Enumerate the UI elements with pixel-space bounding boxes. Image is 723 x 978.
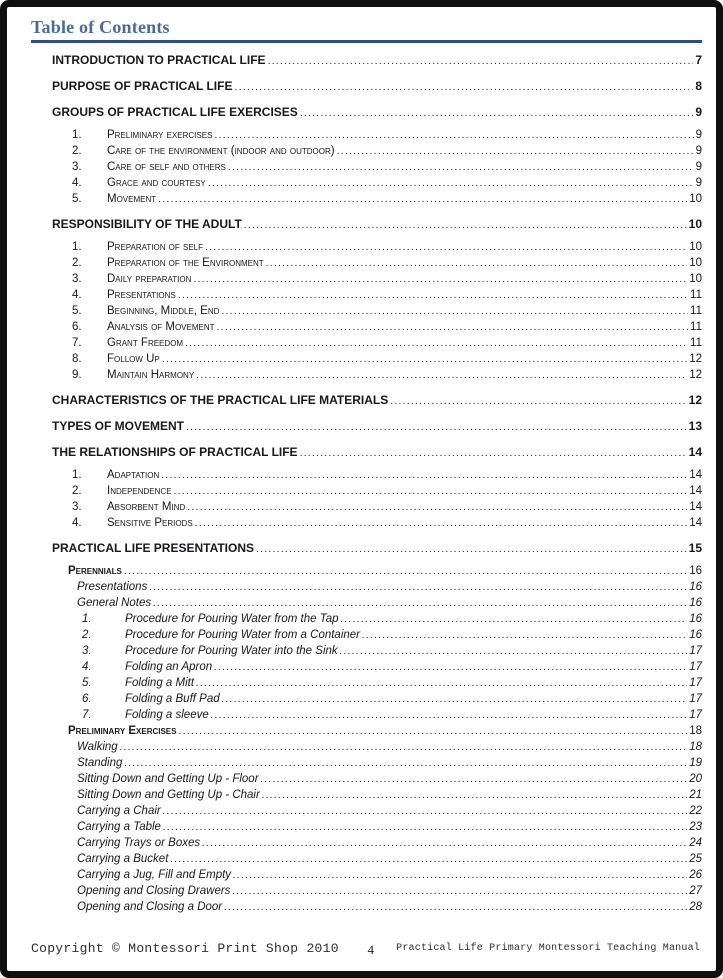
toc-entry [52, 835, 702, 851]
toc-entry-page: 11 [690, 305, 702, 317]
toc-entry-label: General Notes [77, 597, 152, 609]
toc-entry [52, 819, 702, 835]
toc-entry [52, 579, 702, 595]
toc-entry-label: Carrying a Chair [77, 805, 161, 817]
toc-entry-page: 21 [689, 789, 702, 801]
footer-manual-title: Practical Life Primary Montessori Teaching Manual [396, 943, 700, 954]
toc-entry [52, 392, 702, 409]
toc-entry-page: 7 [695, 53, 702, 67]
toc-entry-label: Grant Freedom [107, 337, 184, 349]
toc-entry-label: Perennials [68, 565, 122, 577]
toc-leader-dots [120, 739, 688, 755]
toc-entry-page: 17 [689, 645, 702, 657]
toc-leader-dots [196, 367, 687, 383]
toc-entry [52, 540, 702, 557]
toc-entry-number: 2. [72, 257, 82, 269]
toc-entry [52, 239, 702, 255]
toc-entry-label: TYPES OF MOVEMENT [52, 419, 185, 433]
toc-entry-number: 4. [72, 517, 82, 529]
toc-entry [52, 643, 702, 659]
toc-entry-page: 9 [695, 129, 702, 141]
toc-entry-number: 8. [72, 353, 82, 365]
toc-entry-number: 2. [72, 145, 82, 157]
toc-entry-label: Carrying a Jug, Fill and Empty [77, 869, 232, 881]
toc-leader-dots [341, 611, 688, 627]
toc-entry-label: Sensitive Periods [107, 517, 193, 529]
toc-entry [52, 675, 702, 691]
toc-entry [52, 335, 702, 351]
toc-entry-page: 17 [689, 661, 702, 673]
toc-entry-label: Folding a Buff Pad [125, 693, 220, 705]
toc-entry-label: Adaptation [107, 469, 160, 481]
toc-entry-label: Absorbent Mind [107, 501, 186, 513]
toc-entry-page: 16 [689, 629, 702, 641]
toc-entry-page: 14 [688, 445, 702, 459]
toc-entry [52, 787, 702, 803]
toc-entry [52, 191, 702, 207]
toc-entry-page: 14 [689, 485, 702, 497]
toc-entry-label: Opening and Closing Drawers [77, 885, 231, 897]
toc-entry [52, 691, 702, 707]
page-header [31, 17, 702, 43]
toc-entry [52, 707, 702, 723]
toc-entry-label: Independence [107, 485, 172, 497]
toc-entry-label: Care of the environment (indoor and outdoor) [107, 145, 335, 157]
toc-entry-number: 5. [72, 193, 82, 205]
toc-entry-label: Opening and Closing a Door [77, 901, 223, 913]
toc-entry-page: 11 [690, 337, 702, 349]
toc-entry-page: 12 [689, 369, 702, 381]
toc-entry [52, 659, 702, 675]
toc-entry-label: Carrying a Table [77, 821, 161, 833]
toc-leader-dots [244, 217, 687, 233]
toc-entry [52, 515, 702, 531]
toc-entry-page: 16 [689, 597, 702, 609]
toc-leader-dots [256, 541, 687, 557]
toc-entry-page: 17 [689, 693, 702, 705]
toc-entry-number: 7. [72, 337, 82, 349]
toc-entry-label: Folding a sleeve [125, 709, 209, 721]
toc-entry [52, 127, 702, 143]
toc-entry-label: Walking [77, 741, 118, 753]
toc-entry-label: Carrying Trays or Boxes [77, 837, 201, 849]
toc-leader-dots [232, 883, 687, 899]
toc-leader-dots [124, 563, 687, 579]
toc-entry [52, 483, 702, 499]
toc-leader-dots [228, 159, 694, 175]
toc-entry-page: 14 [689, 469, 702, 481]
toc-leader-dots [178, 723, 687, 739]
toc-leader-dots [202, 835, 687, 851]
toc-entry-number: 2. [82, 629, 92, 641]
toc-entry [52, 723, 702, 739]
toc-entry-label: Care of self and others [107, 161, 226, 173]
toc-entry-label: THE RELATIONSHIPS OF PRACTICAL LIFE [52, 445, 298, 459]
toc-entry-number: 5. [82, 677, 92, 689]
toc-entry [52, 271, 702, 287]
toc-entry-number: 7. [82, 709, 92, 721]
toc-entry-label: Preparation of self [107, 241, 203, 253]
toc-entry [52, 611, 702, 627]
toc-entry [52, 287, 702, 303]
toc-entry-page: 10 [689, 257, 702, 269]
toc-entry-page: 10 [689, 193, 702, 205]
toc-entry-label: Grace and courtesy [107, 177, 206, 189]
toc-entry-page: 9 [695, 161, 702, 173]
toc-entry-label: CHARACTERISTICS OF THE PRACTICAL LIFE MATERIALS [52, 393, 389, 407]
toc-leader-dots [153, 595, 687, 611]
toc-leader-dots [162, 351, 687, 367]
toc-entry [52, 883, 702, 899]
toc-entry [52, 595, 702, 611]
toc-entry-label: Procedure for Pouring Water into the Sink [125, 645, 338, 657]
toc-leader-dots [268, 53, 694, 69]
toc-leader-dots [208, 175, 694, 191]
toc-entry [52, 78, 702, 95]
toc-entry-label: Procedure for Pouring Water from a Container [125, 629, 361, 641]
toc-leader-dots [163, 803, 687, 819]
page-title: Table of Contents [31, 17, 170, 37]
toc-leader-dots [217, 319, 689, 335]
toc-entry-number: 3. [72, 273, 82, 285]
toc-entry-label: Carrying a Bucket [77, 853, 169, 865]
toc-entry [52, 467, 702, 483]
toc-entry-label: Procedure for Pouring Water from the Tap [125, 613, 339, 625]
toc-entry-page: 10 [689, 241, 702, 253]
toc-entry-label: PURPOSE OF PRACTICAL LIFE [52, 79, 233, 93]
page-footer [31, 942, 700, 958]
toc-entry-page: 27 [689, 885, 702, 897]
toc-leader-dots [340, 643, 688, 659]
toc-entry-page: 16 [689, 613, 702, 625]
toc-entry-page: 13 [688, 419, 702, 433]
footer-page-number: 4 [367, 942, 374, 957]
toc-entry-page: 17 [689, 709, 702, 721]
toc-leader-dots [205, 239, 687, 255]
toc-entry-page: 12 [688, 393, 702, 407]
toc-leader-dots [178, 287, 688, 303]
toc-entry [52, 351, 702, 367]
toc-entry-page: 24 [689, 837, 702, 849]
toc-entry-page: 17 [689, 677, 702, 689]
toc-entry-page: 15 [688, 541, 702, 555]
toc-entry-page: 12 [689, 353, 702, 365]
toc-entry-page: 25 [689, 853, 702, 865]
toc-entry [52, 255, 702, 271]
toc-entry-number: 3. [72, 161, 82, 173]
toc-entry-page: 28 [689, 901, 702, 913]
toc-entry-number: 1. [72, 469, 82, 481]
toc-leader-dots [211, 707, 687, 723]
toc-leader-dots [266, 255, 688, 271]
toc-entry-page: 11 [690, 321, 702, 333]
toc-leader-dots [214, 127, 693, 143]
toc-entry [52, 627, 702, 643]
toc-entry [52, 563, 702, 579]
toc-entry-label: INTRODUCTION TO PRACTICAL LIFE [52, 53, 266, 67]
toc-entry-label: Movement [107, 193, 157, 205]
toc-entry-label: Presentations [107, 289, 176, 301]
toc-entry-number: 4. [72, 289, 82, 301]
toc-entry-number: 2. [72, 485, 82, 497]
toc-entry [52, 867, 702, 883]
toc-leader-dots [234, 79, 693, 95]
toc-entry-page: 10 [688, 217, 702, 231]
toc-entry [52, 899, 702, 915]
toc-entry-label: RESPONSIBILITY OF THE ADULT [52, 217, 242, 231]
toc-leader-dots [185, 335, 688, 351]
toc-entry [52, 143, 702, 159]
toc-entry-label: Sitting Down and Getting Up - Floor [77, 773, 259, 785]
toc-entry [52, 851, 702, 867]
toc-entry-page: 16 [689, 565, 702, 577]
toc-entry-label: Preliminary Exercises [68, 725, 177, 737]
toc-entry-page: 23 [689, 821, 702, 833]
toc-entry [52, 216, 702, 233]
footer-copyright: Copyright © Montessori Print Shop 2010 [31, 941, 339, 956]
toc-leader-dots [390, 393, 686, 409]
toc-entry-page: 10 [689, 273, 702, 285]
toc-entry-label: Daily preparation [107, 273, 192, 285]
toc-entry-label: Folding an Apron [125, 661, 213, 673]
toc-entry-label: PRACTICAL LIFE PRESENTATIONS [52, 541, 255, 555]
toc-leader-dots [170, 851, 687, 867]
toc-entry-page: 9 [695, 105, 702, 119]
toc-entry-page: 14 [689, 501, 702, 513]
toc-entry-page: 9 [695, 177, 702, 189]
toc-leader-dots [300, 445, 687, 461]
toc-entry-label: Standing [77, 757, 123, 769]
toc-entry [52, 499, 702, 515]
toc-entry-page: 20 [689, 773, 702, 785]
toc-entry-page: 8 [695, 79, 702, 93]
toc-entry-page: 14 [689, 517, 702, 529]
toc-entry-page: 11 [690, 289, 702, 301]
toc-leader-dots [221, 303, 688, 319]
toc-entry-label: Beginning, Middle, End [107, 305, 220, 317]
toc-entry-number: 4. [72, 177, 82, 189]
toc-entry-label: Presentations [77, 581, 148, 593]
toc-leader-dots [195, 515, 688, 531]
toc-leader-dots [161, 467, 687, 483]
toc-entry [52, 418, 702, 435]
toc-entry-label: Sitting Down and Getting Up - Chair [77, 789, 260, 801]
toc-entry-page: 26 [689, 869, 702, 881]
toc-entry [52, 444, 702, 461]
toc-entry [52, 159, 702, 175]
toc-list [7, 52, 716, 915]
toc-leader-dots [222, 691, 688, 707]
toc-entry-number: 1. [72, 241, 82, 253]
toc-leader-dots [187, 499, 687, 515]
toc-entry-number: 9. [72, 369, 82, 381]
toc-leader-dots [262, 787, 687, 803]
toc-leader-dots [261, 771, 688, 787]
toc-entry-label: Preparation of the Environment [107, 257, 264, 269]
toc-entry [52, 771, 702, 787]
toc-entry-label: GROUPS OF PRACTICAL LIFE EXERCISES [52, 105, 298, 119]
toc-entry-number: 1. [82, 613, 92, 625]
toc-leader-dots [337, 143, 694, 159]
toc-leader-dots [196, 675, 687, 691]
toc-leader-dots [163, 819, 687, 835]
toc-leader-dots [174, 483, 688, 499]
toc-entry [52, 104, 702, 121]
toc-entry-label: Analysis of Movement [107, 321, 215, 333]
toc-entry-label: Maintain Harmony [107, 369, 195, 381]
toc-entry-label: Preliminary exercises [107, 129, 213, 141]
toc-entry-number: 4. [82, 661, 92, 673]
toc-entry-page: 16 [689, 581, 702, 593]
toc-leader-dots [124, 755, 687, 771]
toc-entry-page: 19 [689, 757, 702, 769]
toc-entry [52, 52, 702, 69]
toc-leader-dots [300, 105, 694, 121]
toc-entry [52, 367, 702, 383]
toc-entry [52, 303, 702, 319]
toc-entry-page: 22 [689, 805, 702, 817]
toc-entry-number: 5. [72, 305, 82, 317]
toc-entry-number: 1. [72, 129, 82, 141]
toc-leader-dots [214, 659, 687, 675]
toc-entry-label: Follow Up [107, 353, 160, 365]
toc-entry-number: 6. [72, 321, 82, 333]
toc-leader-dots [158, 191, 687, 207]
toc-entry [52, 175, 702, 191]
toc-entry-page: 18 [689, 725, 702, 737]
toc-leader-dots [186, 419, 687, 435]
toc-entry-number: 3. [72, 501, 82, 513]
toc-entry-number: 3. [82, 645, 92, 657]
toc-entry-label: Folding a Mitt [125, 677, 195, 689]
toc-entry [52, 319, 702, 335]
toc-leader-dots [362, 627, 687, 643]
toc-entry-page: 9 [695, 145, 702, 157]
toc-leader-dots [193, 271, 687, 287]
toc-entry-number: 6. [82, 693, 92, 705]
toc-entry [52, 803, 702, 819]
toc-entry [52, 739, 702, 755]
toc-leader-dots [149, 579, 687, 595]
toc-entry-page: 18 [689, 741, 702, 753]
toc-leader-dots [224, 899, 687, 915]
toc-entry [52, 755, 702, 771]
toc-leader-dots [233, 867, 687, 883]
